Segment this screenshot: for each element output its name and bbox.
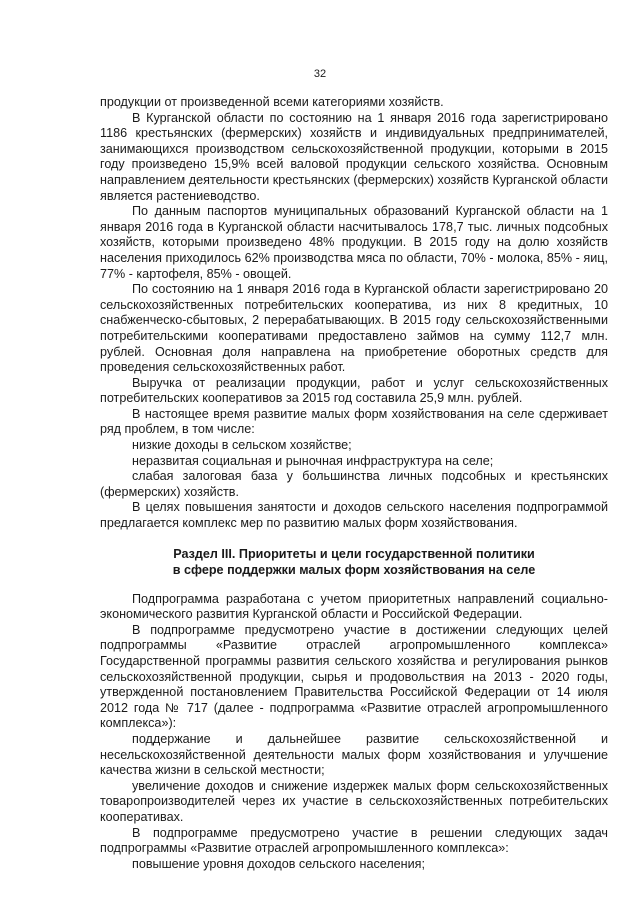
- paragraph: В Курганской области по состоянию на 1 января 2016 года зарегистрировано 1186 крестьянских (фермерских) хозяйств и индивидуальных предпринимателей, занимающихся производством сельскохозяйственной продукции, которыми в 2015 году произведено 15,9% всей валовой продукции сельского хозяйства. Основным направлением деятельности крестьянских (фермерских) хозяйств Курганской области является растениеводство.: [100, 110, 608, 203]
- paragraph: По состоянию на 1 января 2016 года в Курганской области зарегистрировано 20 сельскохозяйственных потребительских кооператива, из них 8 кредитных, 10 снабженческо-сбытовых, 2 перерабатывающих. В 2015 году сельскохозяйственными потребительскими кооперативами предоставлено займов на сумму 112,7 млн. рублей. Основная доля направлена на приобретение оборотных средств для проведения сельскохозяйственных работ.: [100, 282, 608, 375]
- paragraph: В целях повышения занятости и доходов сельского населения подпрограммой предлагается комплекс мер по развитию малых форм хозяйствования.: [100, 500, 608, 531]
- paragraph: низкие доходы в сельском хозяйстве;: [132, 438, 352, 453]
- paragraph: В подпрограмме предусмотрено участие в решении следующих задач подпрограммы «Развитие отраслей агропромышленного комплекса»:: [100, 825, 608, 856]
- paragraph: увеличение доходов и снижение издержек малых форм сельскохозяйственных товаропроизводителей через их участие в сельскохозяйственных потребительских кооперативах.: [100, 778, 608, 824]
- paragraph: В подпрограмме предусмотрено участие в достижении следующих целей подпрограммы «Развитие отраслей агропромышленного комплекса» Государственной программы развития сельского хозяйства и регулирования рынков сельскохозяйственной продукции, сырья и продовольствия на 2013 - 2020 годы, утвержденной постановлением Правительства Российской Федерации от 14 июля 2012 года № 717 (далее - подпрограмма «Развитие отраслей агропромышленного комплекса»):: [100, 622, 608, 731]
- section-heading-line-2: в сфере поддержки малых форм хозяйствования на селе: [172, 562, 536, 577]
- paragraph: поддержание и дальнейшее развитие сельскохозяйственной и несельскохозяйственной деятельности малых форм хозяйствования и улучшение качества жизни в сельской местности;: [100, 731, 608, 778]
- paragraph: неразвитая социальная и рыночная инфраструктура на селе;: [132, 453, 494, 468]
- section-heading-line-1: Раздел III. Приоритеты и цели государственной политики: [173, 546, 535, 561]
- paragraph: По данным паспортов муниципальных образований Курганской области на 1 января 2016 года в Курганской области насчитывалось 178,7 тыс. личных подсобных хозяйств, которыми произведено 48% продукции. В 2015 году на долю хозяйств населения приходилось 62% производства мяса по области, 70% - молока, 85% - яиц, 77% - картофеля, 85% - овощей.: [100, 204, 608, 281]
- document-body: [100, 95, 608, 872]
- paragraph: повышение уровня доходов сельского населения;: [132, 856, 425, 871]
- paragraph: Выручка от реализации продукции, работ и услуг сельскохозяйственных потребительских кооперативов за 2015 год составила 25,9 млн. рублей.: [100, 375, 608, 406]
- paragraph: В настоящее время развитие малых форм хозяйствования на селе сдерживает ряд проблем, в том числе:: [100, 406, 608, 437]
- paragraph: Подпрограмма разработана с учетом приоритетных направлений социально-экономического развития Курганской области и Российской Федерации.: [100, 591, 608, 622]
- paragraphs-bottom: [100, 592, 608, 873]
- section-heading: [100, 546, 608, 578]
- paragraphs-top: [100, 95, 608, 532]
- paragraph: слабая залоговая база у большинства личных подсобных и крестьянских (фермерских) хозяйств.: [100, 469, 608, 499]
- paragraph: продукции от произведенной всеми категориями хозяйств.: [100, 95, 444, 109]
- page-number: 32: [313, 68, 327, 80]
